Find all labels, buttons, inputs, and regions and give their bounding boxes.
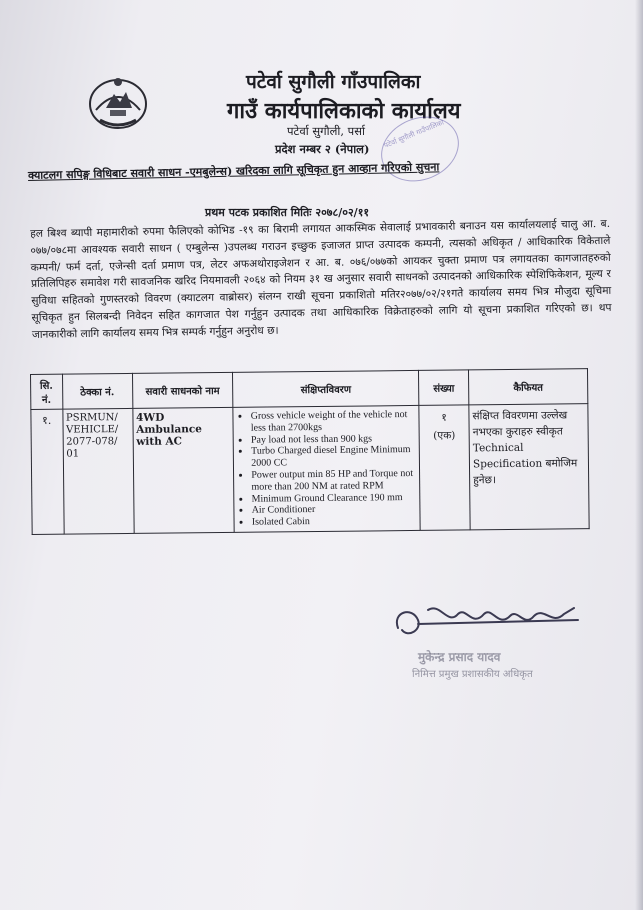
header-qty: संख्या xyxy=(419,370,469,406)
signature-icon xyxy=(388,598,588,648)
spec-item: • Air Conditioner xyxy=(252,503,417,517)
spec-item: • Power output min 85 HP and Torque not more than 200 NM at rated RPM xyxy=(251,468,416,493)
header-vehicle: सवारी साधनको नाम xyxy=(132,372,233,408)
stamp-text: पटेर्वा सुगौली गाउँपालिका xyxy=(382,118,446,150)
government-emblem-icon xyxy=(86,74,150,132)
signer-title: निमित्त प्रमुख प्रशासकीय अधिकृत xyxy=(412,669,533,680)
spec-item: • Turbo Charged diesel Engine Minimum 2000 CC xyxy=(251,444,416,469)
notice-body: हल बिश्व ब्यापी महामारीको रुपमा फैलिएको कोभिड -१९ का बिरामी लगायत आकस्मिक सेवालाई प्रभावकारी बनाउन यस कार्यालयलाई चालु आ. ब. ०७७/०७८मा आवश्यक सवारी साधन ( एम्बुलेन्स )उपलब्ध गराउन इच्छुक इजाजत प्राप्त उत्पादक कम्पनी, त्यसको अधिकृत / आधिकारिक विकेताले कम्पनी/ फर्म दर्ता, एजेन्सी दर्ता प्रमाण पत्र, लेटर अफअथोराइजेशन र आ. ब. ०७६/०७७को आयकर चुक्ता प्रमाण पत्र लगायतका कागजातहरुको प्रतिलिपिहरु समावेश गरी सावजनिक खरिद नियमावली २०६४ को नियम ३१ ख अनुसार सवारी साधनको उत्पादनको आधिकारिक स्पेशिफिकेशन, मूल्य र सुविधा सहितको गुणस्तरको विवरण (क्याटलग वाब्रोसर) संलग्न राखी सूचना प्रकाशितो मतिर२०७७/०२/२१गते कार्यालय समय भित्र मौजुदा सूचिमा सूचिकृत हुन सिलबन्दी निवेदन सहित कागजात पेश गर्नुहुन उत्पादक तथा आधिकारिक विक्रेताहरुको लागि यो सूचना प्रकाशित गरिएको छ। थप जानकारीको लागि कार्यालय समय भित्र सम्पर्क गर्नुहुन अनुरोध छ। xyxy=(30,217,612,341)
table-row xyxy=(31,404,589,535)
qty-word: (एक) xyxy=(433,429,456,442)
header-desc: संक्षिप्तविवरण xyxy=(233,370,419,407)
province-line: प्रदेश नम्बर २ (नेपाल) xyxy=(275,142,370,156)
spec-item: • Pay load not less than 900 kgs xyxy=(251,433,416,447)
table-header-row xyxy=(31,369,588,410)
office-address: पटेर्वा सुगौली, पर्सा xyxy=(287,124,365,138)
municipality-name: पटेर्वा सुगौली गाँउपालिका xyxy=(246,71,421,93)
cell-vehicle: 4WD Ambulance with AC xyxy=(132,407,234,533)
office-name: गाउँ कार्यपालिकाको कार्यालय xyxy=(227,98,461,124)
cell-qty xyxy=(419,405,470,530)
header-remarks: कैफियत xyxy=(469,369,588,405)
cell-ref: PSRMUN/ VEHICLE/ 2077-078/ 01 xyxy=(62,408,133,534)
publication-date: प्रथम पटक प्रकाशित मितिः २०७८/०२/११ xyxy=(205,206,370,219)
spec-list xyxy=(237,409,417,529)
header-sn: सि. नं. xyxy=(31,374,63,409)
signer-name: मुकेन्द्र प्रसाद यादव xyxy=(418,650,501,664)
spec-item: • Isolated Cabin xyxy=(252,515,417,529)
qty-number: १ xyxy=(441,411,447,424)
notice-title: क्याटलग सपिङ्ग विधिबाट सवारी साधन -एमबुलेन्स) खरिदका लागि सूचिकृत हुन आव्हान गरिएको सुचना xyxy=(27,160,440,182)
cell-remarks: संक्षिप्त विवरणमा उल्लेख नभएका कुराहरु स्वीकृत Technical Specification बमोजिम हुनेछ। xyxy=(469,404,589,530)
cell-sn: १. xyxy=(31,409,64,534)
spec-item: • Gross vehicle weight of the vehicle not less than 2700kgs xyxy=(251,409,416,434)
cell-desc xyxy=(233,405,420,532)
spec-item: • Minimum Ground Clearance 190 mm xyxy=(252,492,417,506)
specification-table xyxy=(30,368,590,535)
header-ref: ठेक्का नं. xyxy=(62,373,132,409)
scan-edge xyxy=(635,0,643,910)
